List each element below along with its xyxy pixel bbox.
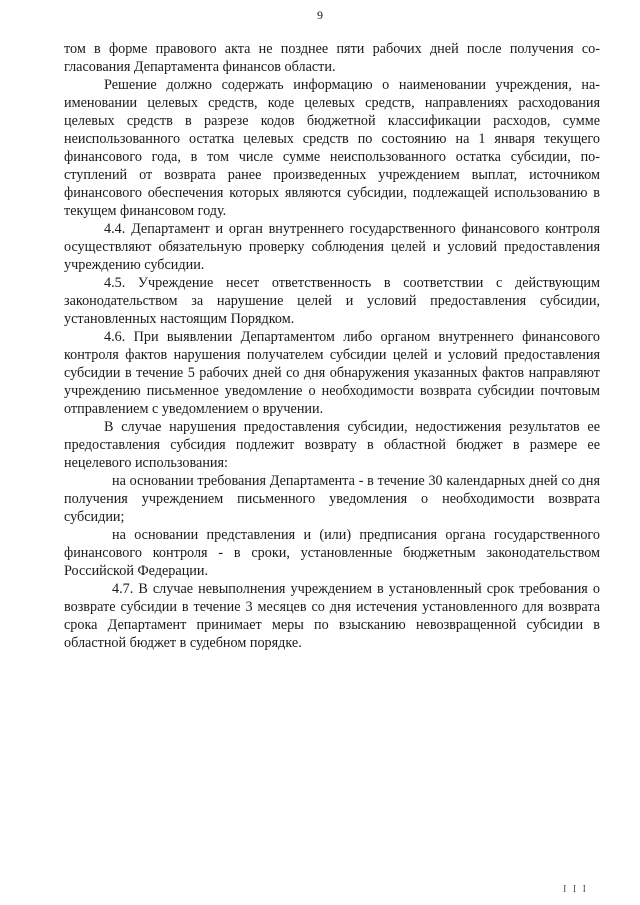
paragraph-4-7: 4.7. В случае невыполнения учреждением в установленный срок требования о возврате субсидии в течение 3 месяцев со дня истечения установленного для возврата срока Департамент принимает меры по взысканию невозвращенной субсидии в областной бюджет в судебном порядке. bbox=[64, 581, 600, 651]
document-body bbox=[64, 40, 600, 652]
paragraph-4-6: 4.6. При выявлении Департаментом либо органом внутреннего финансового контроля фактов нарушения получателем субсидии целей и условий предоставления субсидии в течение 5 рабочих дней со дня обнаружения указанных фактов направляют учреждению письменное уведомление о необходимости возврата субсидии почтовым отправлением с уведомлением о вручении. bbox=[64, 329, 600, 417]
paragraph-continuation: том в форме правового акта не позднее пяти рабочих дней после получения согласования Департамента финансов области. bbox=[64, 41, 600, 75]
paragraph-4-4: 4.4. Департамент и орган внутреннего государственного финансового контроля осуществляют обязательную проверку соблюдения целей и условий предоставления учреждению субсидии. bbox=[64, 221, 600, 273]
paragraph-decision-content: Решение должно содержать информацию о наименовании учреждения, наименовании целевых средств, коде целевых средств, направлениях расходования целевых средств в разрезе кодов бюджетной классификации расходов, сумме неиспользованного остатка целевых средств по состоянию на 1 января текущего финансового года, в том числе сумме неиспользованного остатка субсидии, поступлений от возврата ранее произведенных учреждением выплат, источником финансового обеспечения которых являются субсидии, подлежащей использованию в текущем финансовом году. bbox=[64, 77, 600, 219]
paragraph-violation-case: В случае нарушения предоставления субсидии, недостижения результатов ее предоставления субсидия подлежит возврату в областной бюджет в размере ее нецелевого использования: bbox=[64, 419, 600, 471]
paragraph-department-requirement: на основании требования Департамента - в течение 30 календарных дней со дня получения учреждением письменного уведомления о необходимости возврата субсидии; bbox=[64, 473, 600, 525]
footer-mark: I I I bbox=[563, 884, 588, 895]
page-number: 9 bbox=[317, 8, 323, 22]
paragraph-4-5: 4.5. Учреждение несет ответственность в соответствии с действующим законодательством за нарушение целей и условий предоставления субсидии, установленных настоящим Порядком. bbox=[64, 275, 600, 327]
paragraph-control-order: на основании представления и (или) предписания органа государственного финансового контроля - в сроки, установленные бюджетным законодательством Российской Федерации. bbox=[64, 527, 600, 579]
